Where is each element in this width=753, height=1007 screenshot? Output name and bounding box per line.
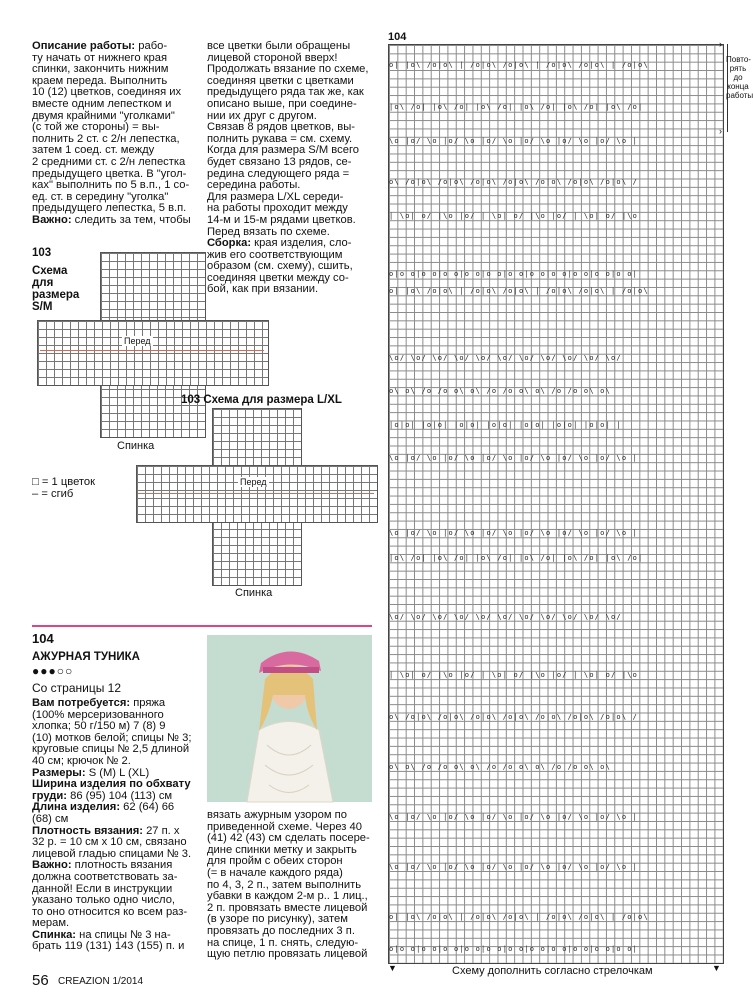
sizes-label: Размеры: <box>32 766 86 779</box>
chart-footer: Схему дополнить согласно стрелочкам <box>452 965 653 977</box>
bm-line: дине спинки метку и закрыть <box>207 843 357 856</box>
important-line: должна соответствовать за- <box>32 870 178 883</box>
scheme-sm-title-line: S/M <box>32 301 53 313</box>
model-photo <box>207 635 372 802</box>
needs-line: (100% мерсеризованного <box>32 708 164 721</box>
needs-line: круговые спицы № 2,5 длиной <box>32 743 190 756</box>
length-value: 62 (64) 66 <box>123 801 175 814</box>
bm-line: (в узоре по рисунку), затем <box>207 913 348 926</box>
density-line: 27 п. х <box>146 824 180 837</box>
back-label: Спинка: <box>32 928 77 941</box>
length-label: Длина изделия: <box>32 801 121 814</box>
back-line: брать 119 (131) 143 (155) п. и <box>32 940 185 953</box>
from-page: Со страницы 12 <box>32 681 122 695</box>
important-line: мерам. <box>32 917 70 930</box>
difficulty-rating: ●●●○○ <box>32 664 74 678</box>
arrow-right-icon: › <box>719 126 722 136</box>
important-line: то оно относится ко всем раз- <box>32 905 188 918</box>
bm-line: щую петлю провязать лицевой <box>207 948 368 961</box>
desc-line: предыдущего цветка. В "угол- <box>32 167 187 180</box>
chart-row: \o |o/ \o |o/ \o |o/ \o |o/ \o |o/ \o |o/ \o | <box>389 137 639 145</box>
desc-line: ед. ст. в середину "уголка" <box>32 190 169 203</box>
mid-line: 14-м и 15-м рядами цветков. <box>207 213 356 226</box>
mid-line: края изделия, сло- <box>254 237 352 250</box>
desc-line: ту начать от нижнего края <box>32 51 168 64</box>
repeat-note-line: до <box>733 73 743 82</box>
pattern-number: 104 <box>32 631 54 646</box>
chart-row: |o|o| |o|o| |o|o| |o|o| |o|o| |o|o| |o|o| | <box>389 421 622 429</box>
needs-line: 40 см; крючок № 2. <box>32 754 131 767</box>
chart-row: \o |o/ \o |o/ \o |o/ \o |o/ \o |o/ \o |o/ \o | <box>389 813 639 821</box>
needs-line: (10) мотков белой; спицы № 3; <box>32 731 192 744</box>
pattern-important-label: Важно: <box>32 859 72 872</box>
pattern-details <box>32 698 204 953</box>
chart-row: | \o| o/ |\o |o/ | \o| o/ |\o |o/ | \o| o/ |\o <box>389 212 639 220</box>
bm-line: (41) 42 (43) см сделать посере- <box>207 832 370 845</box>
magazine-name: CREAZION 1/2014 <box>58 976 144 987</box>
pattern-title: АЖУРНАЯ ТУНИКА <box>32 651 140 663</box>
needs-label: Вам потребуется: <box>32 697 131 709</box>
mid-line: соединяя цветки с цветками <box>207 74 354 87</box>
chart-row: \o/ \o/ \o/ \o/ \o/ \o/ \o/ \o/ \o/ \o/ \o/ <box>389 613 622 621</box>
repeat-note-line: работы <box>726 91 753 100</box>
chart-row: \o |o/ \o |o/ \o |o/ \o |o/ \o |o/ \o |o/ \o | <box>389 529 639 537</box>
scheme-lxl-title: 103 Схема для размера L/XL <box>181 394 342 406</box>
chart-row: \o |o/ \o |o/ \o |o/ \o |o/ \o |o/ \o |o/ \o | <box>389 454 639 462</box>
repeat-note-line: Повто- <box>726 55 751 64</box>
chart-row: o\ /o|o\ /o|o\ /o|o\ /o|o\ /o|o\ /o|o\ /o|o\ / <box>389 713 639 721</box>
density-line: 32 р. = 10 см х 10 см, связано <box>32 836 187 849</box>
needs-line: пряжа <box>133 697 166 709</box>
arrow-down-icon: ▼ <box>388 963 397 973</box>
mid-line: Перед вязать по схеме. <box>207 225 330 238</box>
chart-row: | \o| o/ |\o |o/ | \o| o/ |\o |o/ | \o| o/ |\o <box>389 671 639 679</box>
description-title: Описание работы: <box>32 40 136 52</box>
mid-line: бой, как при вязании. <box>207 283 319 296</box>
scheme-lxl-back-label: Спинка <box>235 587 273 599</box>
bm-line: провязать до последних 3 п. <box>207 924 355 937</box>
scheme-sm-title-line: для <box>32 277 54 289</box>
important-text: следить за тем, чтобы <box>74 213 191 226</box>
page-number: 56 <box>32 972 49 989</box>
mid-line: редина следующего ряда = <box>207 167 350 180</box>
mid-line: все цветки были обращены <box>207 40 351 52</box>
chart-row: o|o o|o o|o o|o o|o o|o o|o o|o o|o o|o o|o o| <box>389 270 639 278</box>
bm-line: на спице, 1 п. снять, следую- <box>207 936 359 949</box>
chart-row: o| |o\ /o|o\ | /o|o\ /o|o\ | /o|o\ /o|o\ | /o|o\ <box>389 913 649 921</box>
legend-square: □ = 1 цветок <box>32 476 96 488</box>
desc-line: рабо- <box>138 40 168 52</box>
chart-row: o|o o|o o|o o|o o|o o|o o|o o|o o|o o|o o|o o| <box>389 945 639 953</box>
scheme-sm-back-label: Спинка <box>117 440 155 452</box>
desc-line: 10 (12) цветков, соединяя их <box>32 86 182 99</box>
needs-line: хлопка; 50 г/150 м) 7 (8) 9 <box>32 720 166 733</box>
mid-line: лицевой стороной вверх! <box>207 51 338 64</box>
mid-line: будет связано 13 рядов, се- <box>207 155 352 168</box>
arrow-right-icon: › <box>719 39 722 49</box>
desc-line: ках" выполнить по 5 в.п., 1 со- <box>32 179 190 192</box>
important-label: Важно: <box>32 213 72 226</box>
density-label: Плотность вязания: <box>32 824 143 837</box>
mid-line: Когда для размера S/M всего <box>207 144 359 157</box>
legend <box>32 477 95 500</box>
model-illustration <box>207 635 372 802</box>
desc-line: вместе одним лепестком и <box>32 97 172 110</box>
knitting-chart <box>388 44 724 964</box>
chart-number: 104 <box>388 31 407 43</box>
sizes-value: S (M) L (XL) <box>88 766 150 779</box>
chart-row: \o/ \o/ \o/ \o/ \o/ \o/ \o/ \o/ \o/ \o/ \o/ <box>389 354 622 362</box>
legend-fold: – = сгиб <box>32 487 74 500</box>
chart-row: o| |o\ /o|o\ | /o|o\ /o|o\ | /o|o\ /o|o\ | /o|o\ <box>389 61 649 69</box>
mid-line: середина работы. <box>207 179 301 192</box>
desc-line: двумя крайними "уголками" <box>32 109 175 122</box>
density-line: лицевой гладью спицами № 3. <box>32 847 192 860</box>
desc-line: затем 1 соед. ст. между <box>32 144 155 157</box>
mid-line: Связав 8 рядов цветков, вы- <box>207 121 355 134</box>
middle-text-block <box>207 41 382 296</box>
chart-row: o| |o\ /o|o\ | /o|o\ /o|o\ | /o|o\ /o|o\ | /o|o\ <box>389 287 649 295</box>
mid-line: полнить рукава = см. схему. <box>207 132 353 145</box>
scheme-sm-title-line: Схема <box>32 265 68 277</box>
width-value: 86 (95) 104 (113) см <box>70 789 173 802</box>
desc-line: полнить 2 ст. с 2/н лепестка, <box>32 132 180 145</box>
important-line: указано только одно число, <box>32 894 176 907</box>
desc-line: 2 средними ст. с 2/н лепестка <box>32 155 186 168</box>
mid-line: Продолжать вязание по схеме, <box>207 63 369 76</box>
mid-line: Для размера L/XL середи- <box>207 190 344 203</box>
bm-line: убавки в каждом 2-м р.. 1 лиц., <box>207 890 368 903</box>
fold-line <box>40 350 264 351</box>
bottom-middle-text <box>207 810 382 961</box>
repeat-note <box>726 55 753 100</box>
bm-line: по 4, 3, 2 п., затем выполнить <box>207 878 362 891</box>
desc-line: краем переда. Выполнить <box>32 74 168 87</box>
scheme-sm-sleeves <box>37 320 269 386</box>
scheme-lxl-front-label: Перед <box>240 477 267 487</box>
mid-line: описано выше, при соедине- <box>207 97 357 110</box>
desc-line: спинки, закончить нижним <box>32 63 169 76</box>
mid-line: образом (см. схему), сшить, <box>207 260 353 273</box>
assembly-label: Сборка: <box>207 237 252 250</box>
desc-line: предыдущего лепестка, 5 в.п. <box>32 202 187 215</box>
mid-line: соединяя цветки между со- <box>207 271 349 284</box>
chart-row: |o\ /o| |o\ /o| |o\ /o| |o\ /o| |o\ /o| |o\ /o| <box>389 103 644 111</box>
bm-line: 2 п. провязать вместе лицевой <box>207 901 368 914</box>
chart-row: o\ o\ /o /o o\ o\ /o /o o\ o\ /o /o o\ o\ <box>389 763 611 771</box>
chart-row: \o |o/ \o |o/ \o |o/ \o |o/ \o |o/ \o |o/ \o | <box>389 863 639 871</box>
section-divider <box>32 625 372 627</box>
chart-row: o\ /o|o\ /o|o\ /o|o\ /o|o\ /o|o\ /o|o\ /o|o\ / <box>389 178 639 186</box>
scheme-sm-title <box>32 247 79 313</box>
desc-line: (с той же стороны) = вы- <box>32 121 160 134</box>
mid-line: предыдущего ряда так же, как <box>207 86 364 99</box>
chart-row: |o\ /o| |o\ /o| |o\ /o| |o\ /o| |o\ /o| |o\ /o| <box>389 554 644 562</box>
important-line: плотность вязания <box>74 859 173 872</box>
scheme-sm-front-label: Перед <box>124 336 151 346</box>
arrow-down-icon: ▼ <box>712 963 721 973</box>
width-label: груди: <box>32 789 67 802</box>
bm-line: (= в начале каждого ряда) <box>207 866 343 879</box>
width-label: Ширина изделия по обхвату <box>32 778 191 791</box>
bm-line: для пройм с обеих сторон <box>207 855 343 868</box>
repeat-note-line: рять <box>729 64 747 73</box>
fold-line <box>138 493 374 494</box>
scheme-sm-number: 103 <box>32 247 52 259</box>
mid-line: жив его соответствующим <box>207 248 343 261</box>
important-line: данной! Если в инструкции <box>32 882 173 895</box>
scheme-sm-title-line: размера <box>32 289 80 301</box>
length-value: (68) см <box>32 812 69 825</box>
mid-line: на работы проходит между <box>207 202 348 215</box>
back-line: на спицы № 3 на- <box>79 928 171 941</box>
mid-line: нии их друг с другом. <box>207 109 317 122</box>
bm-line: приведенной схеме. Через 40 <box>207 820 362 833</box>
description-block <box>32 41 197 227</box>
chart-row: o\ o\ /o /o o\ o\ /o /o o\ o\ /o /o o\ o\ <box>389 387 611 395</box>
scheme-lxl-sleeves <box>136 465 378 523</box>
bm-line: вязать ажурным узором по <box>207 809 347 821</box>
repeat-note-line: конца <box>727 82 749 91</box>
